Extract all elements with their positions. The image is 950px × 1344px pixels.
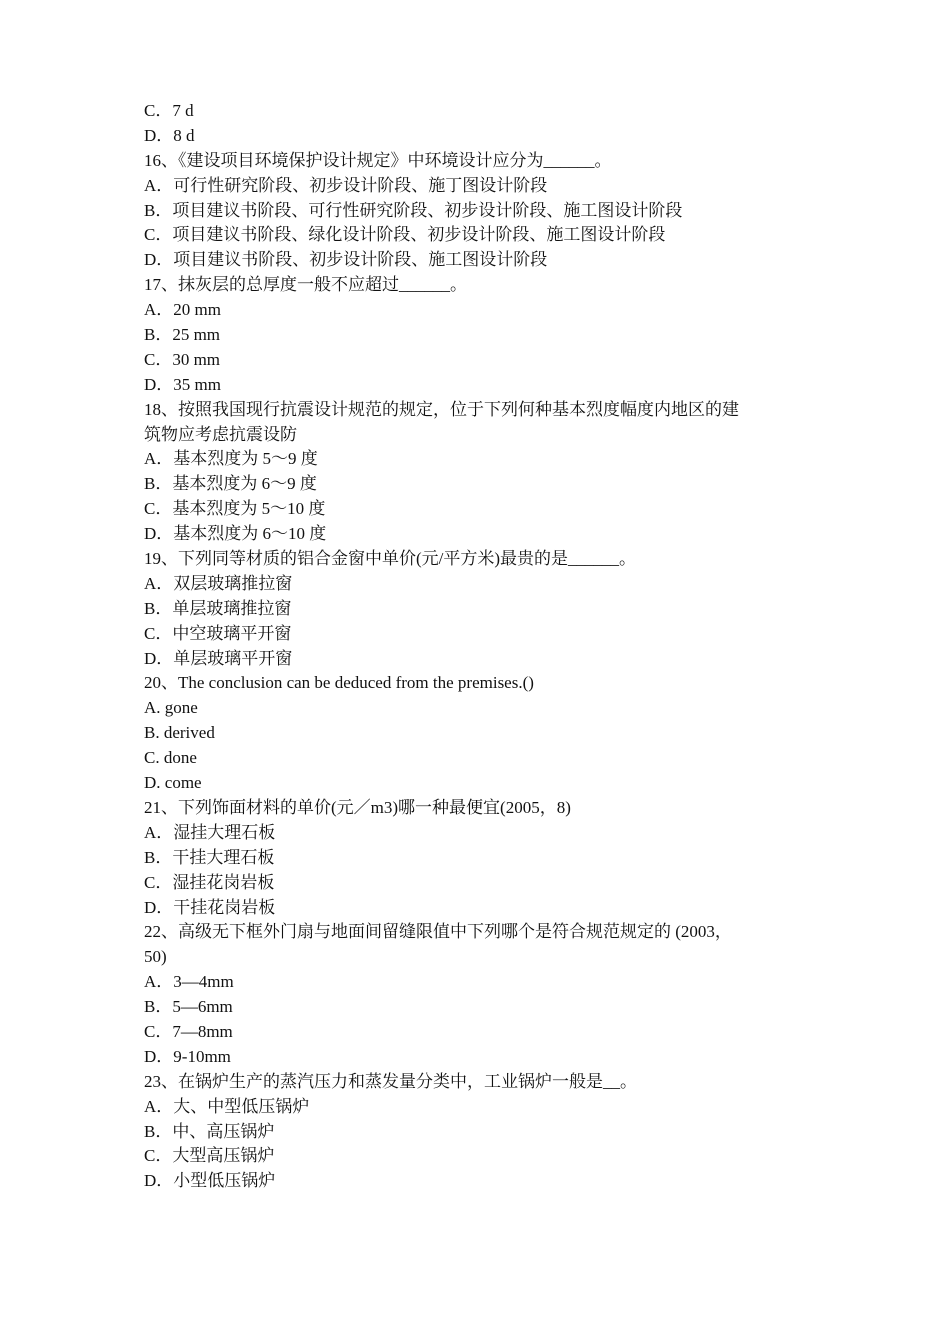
question-17-option-b: B．25 mm: [144, 325, 221, 345]
question-16-option-c: C．项目建议书阶段、绿化设计阶段、初步设计阶段、施工图设计阶段: [144, 225, 666, 245]
question-20-option-d: D. come: [144, 773, 202, 793]
question-22-option-c: C．7—8mm: [144, 1021, 233, 1041]
option-line: C．7 d: [144, 101, 194, 120]
question-18-option-b: B．基本烈度为 6～9 度: [144, 474, 317, 494]
question-21-option-c: C．湿挂花岗岩板: [144, 872, 275, 892]
question-19-option-c: C．中空玻璃平开窗: [144, 623, 292, 643]
question-20-option-a: A. gone: [144, 698, 198, 718]
question-22-stem: 22、高级无下框外门扇与地面间留缝限值中下列哪个是符合规范规定的 (2003，: [144, 922, 732, 942]
question-16-option-d: D．项目建议书阶段、初步设计阶段、施工图设计阶段: [144, 250, 548, 270]
question-20-option-b: B. derived: [144, 723, 215, 743]
question-23-option-c: C．大型高压锅炉: [144, 1146, 275, 1166]
option-line: D．8 d: [144, 125, 195, 145]
question-19-option-a: A．双层玻璃推拉窗: [144, 573, 293, 593]
question-16-option-a: A．可行性研究阶段、初步设计阶段、施丁图设计阶段: [144, 175, 548, 195]
question-17-option-d: D．35 mm: [144, 374, 221, 394]
question-18-option-a: A．基本烈度为 5～9 度: [144, 449, 318, 469]
question-23-option-a: A．大、中型低压锅炉: [144, 1096, 310, 1116]
question-18-option-c: C．基本烈度为 5～10 度: [144, 499, 326, 519]
question-19-option-d: D．单层玻璃平开窗: [144, 648, 293, 668]
question-22-stem-continued: 50): [144, 947, 167, 967]
question-21-option-b: B．干挂大理石板: [144, 847, 275, 867]
question-20-option-c: C. done: [144, 748, 197, 768]
document-body: [144, 99, 824, 1194]
question-17-option-c: C．30 mm: [144, 349, 221, 369]
question-22-option-a: A．3—4mm: [144, 972, 234, 992]
question-21-option-d: D．干挂花岗岩板: [144, 897, 276, 917]
question-23-stem: 23、在锅炉生产的蒸汽压力和蒸发量分类中，工业锅炉一般是__。: [144, 1071, 637, 1091]
question-21-option-a: A．湿挂大理石板: [144, 822, 276, 842]
question-16-option-b: B．项目建议书阶段、可行性研究阶段、初步设计阶段、施工图设计阶段: [144, 200, 683, 220]
question-17-stem: 17、抹灰层的总厚度一般不应超过______。: [144, 275, 467, 295]
question-18-option-d: D．基本烈度为 6～10 度: [144, 524, 327, 544]
question-22-option-b: B．5—6mm: [144, 997, 233, 1017]
question-23-option-d: D．小型低压锅炉: [144, 1171, 276, 1191]
question-21-stem: 21、下列饰面材料的单价(元／m3)哪一种最便宜(2005，8): [144, 797, 571, 817]
question-19-option-b: B．单层玻璃推拉窗: [144, 598, 292, 618]
question-17-option-a: A．20 mm: [144, 300, 221, 320]
question-16-stem: 16、《建设项目环境保护设计规定》中环境设计应分为______。: [144, 150, 612, 170]
question-19-stem: 19、下列同等材质的铝合金窗中单价(元/平方米)最贵的是______。: [144, 549, 637, 569]
question-18-stem-continued: 筑物应考虑抗震设防: [144, 424, 297, 444]
question-20-stem: 20、The conclusion can be deduced from the premises.(): [144, 673, 534, 693]
question-22-option-d: D．9-10mm: [144, 1046, 231, 1066]
question-23-option-b: B．中、高压锅炉: [144, 1121, 275, 1141]
question-18-stem: 18、按照我国现行抗震设计规范的规定，位于下列何种基本烈度幅度内地区的建: [144, 399, 739, 419]
